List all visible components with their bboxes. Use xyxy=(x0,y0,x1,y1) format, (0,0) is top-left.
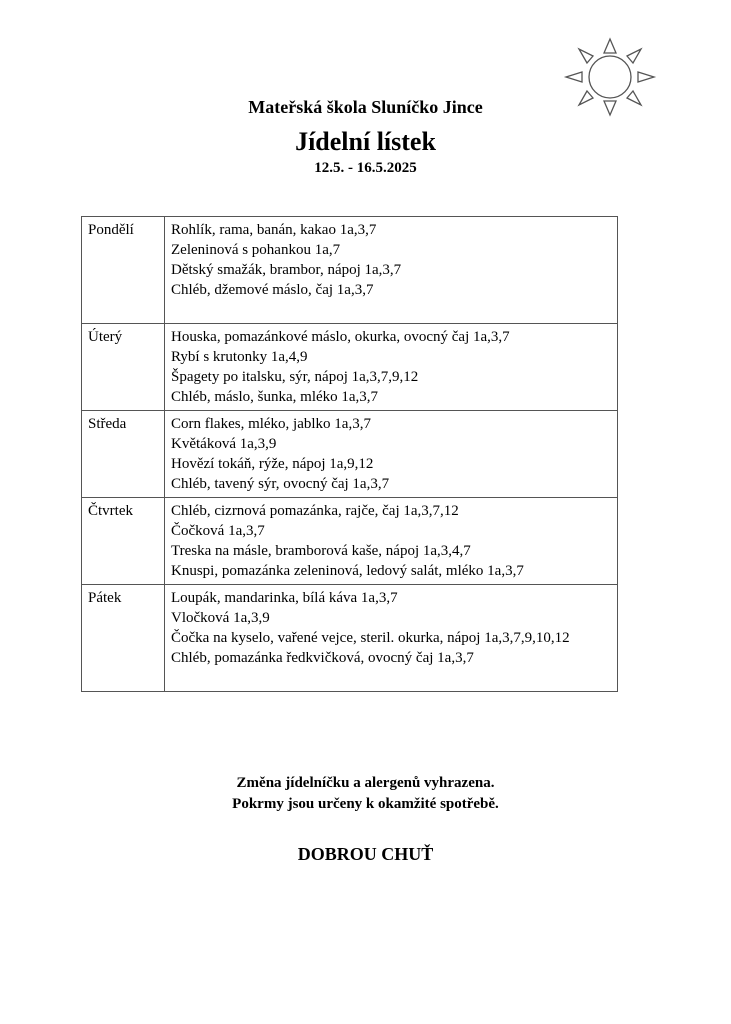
allergen-note: Změna jídelníčku a alergenů vyhrazena. xyxy=(236,775,495,791)
meal-line: Rybí s krutonky 1a,4,9 xyxy=(171,349,308,365)
meal-line: Vločková 1a,3,9 xyxy=(171,610,270,626)
meal-line: Čočková 1a,3,7 xyxy=(171,523,265,539)
meal-line: Chléb, cizrnová pomazánka, rajče, čaj 1a,3,7,12 xyxy=(171,503,459,519)
day-cell: Úterý xyxy=(82,324,165,411)
closing-text: DOBROU CHUŤ xyxy=(297,844,434,864)
meals-cell xyxy=(165,585,618,692)
meal-line: Rohlík, rama, banán, kakao 1a,3,7 xyxy=(171,222,377,238)
date-range: 12.5. - 16.5.2025 xyxy=(314,160,417,176)
meal-line: Chléb, džemové máslo, čaj 1a,3,7 xyxy=(171,282,374,298)
meal-line: Corn flakes, mléko, jablko 1a,3,7 xyxy=(171,416,371,432)
meal-line: Knuspi, pomazánka zeleninová, ledový salát, mléko 1a,3,7 xyxy=(171,563,524,579)
meal-line: Chléb, tavený sýr, ovocný čaj 1a,3,7 xyxy=(171,476,390,492)
day-cell: Čtvrtek xyxy=(82,498,165,585)
row-spacer xyxy=(171,668,613,688)
meal-line: Loupák, mandarinka, bílá káva 1a,3,7 xyxy=(171,590,398,606)
page-title: Jídelní lístek xyxy=(295,127,436,156)
menu-row-tuesday xyxy=(82,324,618,411)
meal-line: Hovězí tokáň, rýže, nápoj 1a,9,12 xyxy=(171,456,374,472)
meal-line: Květáková 1a,3,9 xyxy=(171,436,277,452)
day-cell: Pondělí xyxy=(82,217,165,324)
meal-line: Chléb, máslo, šunka, mléko 1a,3,7 xyxy=(171,389,379,405)
menu-row-monday xyxy=(82,217,618,324)
day-cell: Pátek xyxy=(82,585,165,692)
meals-cell xyxy=(165,411,618,498)
school-name: Mateřská škola Sluníčko Jince xyxy=(248,97,483,117)
meal-line: Houska, pomazánkové máslo, okurka, ovocný čaj 1a,3,7 xyxy=(171,329,510,345)
meal-line: Špagety po italsku, sýr, nápoj 1a,3,7,9,12 xyxy=(171,369,419,385)
meals-cell xyxy=(165,217,618,324)
meal-line: Dětský smažák, brambor, nápoj 1a,3,7 xyxy=(171,262,402,278)
row-spacer xyxy=(171,300,613,320)
menu-row-thursday xyxy=(82,498,618,585)
menu-table xyxy=(81,216,618,692)
meals-cell xyxy=(165,498,618,585)
meals-cell xyxy=(165,324,618,411)
meal-line: Chléb, pomazánka ředkvičková, ovocný čaj 1a,3,7 xyxy=(171,650,474,666)
meal-line: Treska na másle, bramborová kaše, nápoj 1a,3,4,7 xyxy=(171,543,471,559)
consumption-note: Pokrmy jsou určeny k okamžité spotřebě. xyxy=(232,796,499,812)
meal-line: Zeleninová s pohankou 1a,7 xyxy=(171,242,341,258)
day-cell: Středa xyxy=(82,411,165,498)
menu-row-friday xyxy=(82,585,618,692)
menu-row-wednesday xyxy=(82,411,618,498)
meal-line: Čočka na kyselo, vařené vejce, steril. okurka, nápoj 1a,3,7,9,10,12 xyxy=(171,630,570,646)
